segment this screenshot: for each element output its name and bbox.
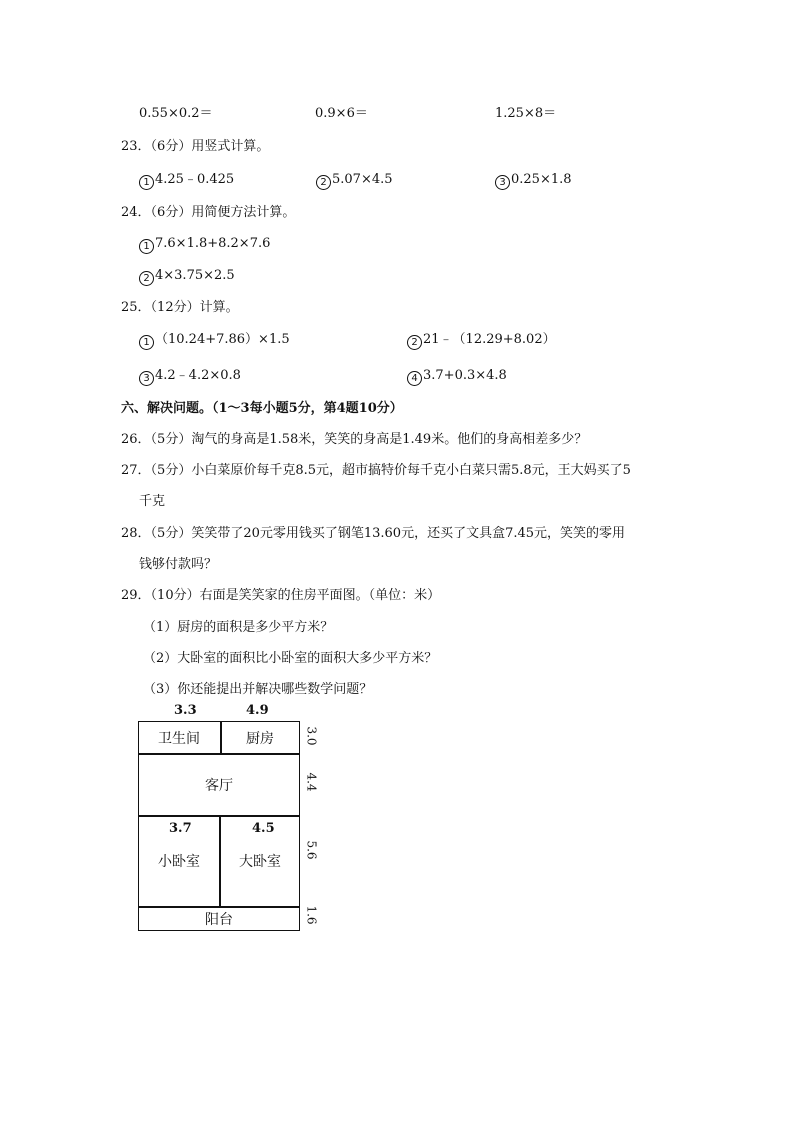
floor-plan <box>138 703 328 935</box>
q22-item-1: 0.55×0.2＝ <box>139 106 213 121</box>
circled-number-3: 3 <box>139 371 154 386</box>
top-width-bathroom: 3.3 <box>174 703 197 718</box>
side-height-2: 4.4 <box>304 772 319 792</box>
small-bedroom-width: 3.7 <box>169 821 192 836</box>
large-bedroom-width: 4.5 <box>252 821 275 836</box>
q24-item-1: 1 7.6×1.8+8.2×7.6 <box>139 235 270 254</box>
q25-stem: 25．（12分）计算。 <box>121 300 239 315</box>
q29-sub-3: （3）你还能提出并解决哪些数学问题？ <box>143 682 373 697</box>
q25-item-4: 4 3.7+0.3×4.8 <box>407 367 507 386</box>
room-balcony: 阳台 <box>205 912 233 928</box>
q24-stem: 24．（6分）用简便方法计算。 <box>121 205 296 220</box>
q29-stem: 29．（10分）右面是笑笑家的住房平面图。（单位：米） <box>121 588 441 603</box>
room-kitchen: 厨房 <box>246 730 274 747</box>
circled-number-2: 2 <box>139 271 154 286</box>
section-title: 六、解决问题。（1～3每小题5分，第4题10分） <box>121 401 403 416</box>
q25-item-3: 3 4.2﹣4.2×0.8 <box>139 367 241 386</box>
circled-number-4: 4 <box>407 371 422 386</box>
circled-number-1: 1 <box>139 335 154 350</box>
q23-item-2: 2 5.07×4.5 <box>316 171 393 190</box>
q27-line-2: 千克 <box>139 494 166 509</box>
side-height-3: 5.6 <box>304 840 319 860</box>
q22-item-3: 1.25×8＝ <box>495 106 557 121</box>
q29-sub-2: （2）大卧室的面积比小卧室的面积大多少平方米？ <box>143 651 438 666</box>
room-living: 客厅 <box>205 778 233 794</box>
q23-item-1: 1 4.25﹣0.425 <box>139 171 234 190</box>
q23-item-3: 3 0.25×1.8 <box>495 171 572 190</box>
q22-item-2: 0.9×6＝ <box>315 106 368 121</box>
side-height-4: 1.6 <box>304 905 319 925</box>
q26-text: 26．（5分）淘气的身高是1.58米，笑笑的身高是1.49米。他们的身高相差多少？ <box>121 432 588 447</box>
circled-number-1: 1 <box>139 239 154 254</box>
side-height-1: 3.0 <box>304 726 319 746</box>
circled-number-2: 2 <box>407 335 422 350</box>
circled-number-3: 3 <box>495 175 510 190</box>
room-small-bedroom: 小卧室 <box>158 854 200 870</box>
q28-line-1: 28．（5分）笑笑带了20元零用钱买了钢笔13.60元，还买了文具盒7.45元，笑笑的零用 <box>121 526 626 541</box>
room-bathroom: 卫生间 <box>158 730 200 747</box>
q28-line-2: 钱够付款吗？ <box>139 557 218 572</box>
room-large-bedroom: 大卧室 <box>239 854 281 870</box>
top-width-kitchen: 4.9 <box>246 703 269 718</box>
circled-number-2: 2 <box>316 175 331 190</box>
circled-number-1: 1 <box>139 175 154 190</box>
q23-stem: 23．（6分）用竖式计算。 <box>121 139 270 154</box>
q25-item-2: 2 21﹣（12.29+8.02） <box>407 331 556 350</box>
q24-item-2: 2 4×3.75×2.5 <box>139 267 235 286</box>
q29-sub-1: （1）厨房的面积是多少平方米？ <box>143 620 334 635</box>
q27-line-1: 27．（5分）小白菜原价每千克8.5元，超市搞特价每千克小白菜只需5.8元，王大妈买了5 <box>121 463 631 478</box>
q25-item-1: 1 （10.24+7.86）×1.5 <box>139 331 290 350</box>
